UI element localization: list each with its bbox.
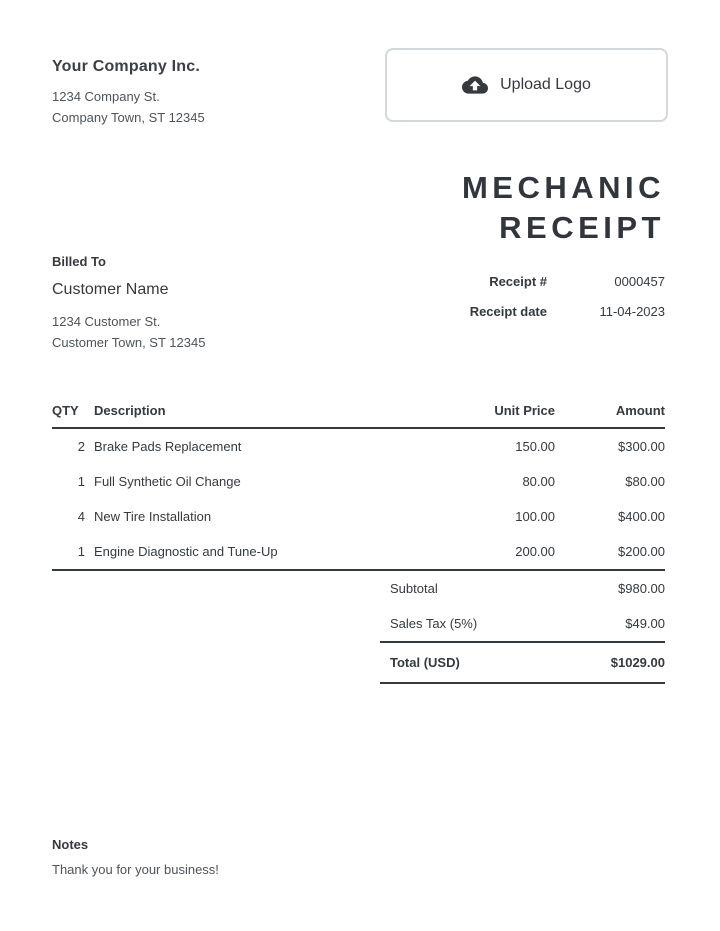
receipt-number-label: Receipt # <box>489 273 547 289</box>
header <box>0 0 720 128</box>
page-title <box>462 168 665 248</box>
notes-section <box>52 837 219 877</box>
title-and-meta <box>462 168 665 353</box>
cell-qty: 2 <box>77 439 85 454</box>
upload-logo-label: Upload Logo <box>500 76 591 93</box>
receipt-date-label: Receipt date <box>469 303 547 319</box>
title-line1: MECHANIC <box>461 170 665 205</box>
cell-qty: 4 <box>77 509 85 524</box>
col-header-description: Description <box>94 403 166 418</box>
table-row <box>52 464 665 499</box>
cell-unit-price: 150.00 <box>515 439 555 454</box>
cell-description: New Tire Installation <box>94 509 212 524</box>
receipt-meta <box>462 266 665 326</box>
cloud-upload-icon <box>462 72 488 98</box>
receipt-number-value: 0000457 <box>614 273 665 289</box>
cell-amount: $300.00 <box>618 439 665 454</box>
billed-to-block <box>52 254 205 353</box>
customer-address-line2: Customer Town, ST 12345 <box>52 335 206 350</box>
sales-tax-label: Sales Tax (5%) <box>390 616 478 631</box>
cell-unit-price: 200.00 <box>515 544 555 559</box>
receipt-date-row <box>462 296 665 326</box>
billed-to-heading: Billed To <box>52 254 106 269</box>
cell-unit-price: 80.00 <box>522 474 555 489</box>
cell-amount: $200.00 <box>618 544 665 559</box>
col-header-amount: Amount <box>615 403 665 418</box>
receipt-date-value: 11-04-2023 <box>599 303 665 319</box>
cell-unit-price: 100.00 <box>515 509 555 524</box>
table-header-row <box>52 403 665 429</box>
sales-tax-row <box>380 606 665 641</box>
subtotal-label: Subtotal <box>390 581 438 596</box>
title-line2: RECEIPT <box>499 210 665 245</box>
cell-amount: $400.00 <box>618 509 665 524</box>
cell-amount: $80.00 <box>625 474 665 489</box>
total-label: Total (USD) <box>390 655 460 670</box>
table-row <box>52 534 665 571</box>
subtotal-row <box>380 571 665 606</box>
customer-name: Customer Name <box>52 281 169 298</box>
upload-logo-button[interactable] <box>385 48 668 122</box>
items-table <box>52 403 665 571</box>
totals-section <box>380 571 665 684</box>
company-address-line1: 1234 Company St. <box>52 89 160 104</box>
customer-address-line1: 1234 Customer St. <box>52 314 161 329</box>
cell-description: Brake Pads Replacement <box>94 439 242 454</box>
mid-section <box>0 168 720 353</box>
cell-qty: 1 <box>77 474 85 489</box>
col-header-qty: QTY <box>52 403 79 418</box>
sales-tax-value: $49.00 <box>625 616 665 631</box>
total-row <box>380 641 665 684</box>
cell-description: Engine Diagnostic and Tune-Up <box>94 544 278 559</box>
notes-text: Thank you for your business! <box>52 862 219 877</box>
company-address-line2: Company Town, ST 12345 <box>52 110 205 125</box>
total-value: $1029.00 <box>610 655 665 670</box>
company-info <box>52 58 205 128</box>
subtotal-value: $980.00 <box>618 581 665 596</box>
company-name: Your Company Inc. <box>52 58 201 75</box>
col-header-unit-price: Unit Price <box>494 403 555 418</box>
table-row <box>52 499 665 534</box>
cell-qty: 1 <box>77 544 85 559</box>
cell-description: Full Synthetic Oil Change <box>94 474 241 489</box>
notes-heading: Notes <box>52 837 89 852</box>
receipt-number-row <box>462 266 665 296</box>
table-row <box>52 429 665 464</box>
